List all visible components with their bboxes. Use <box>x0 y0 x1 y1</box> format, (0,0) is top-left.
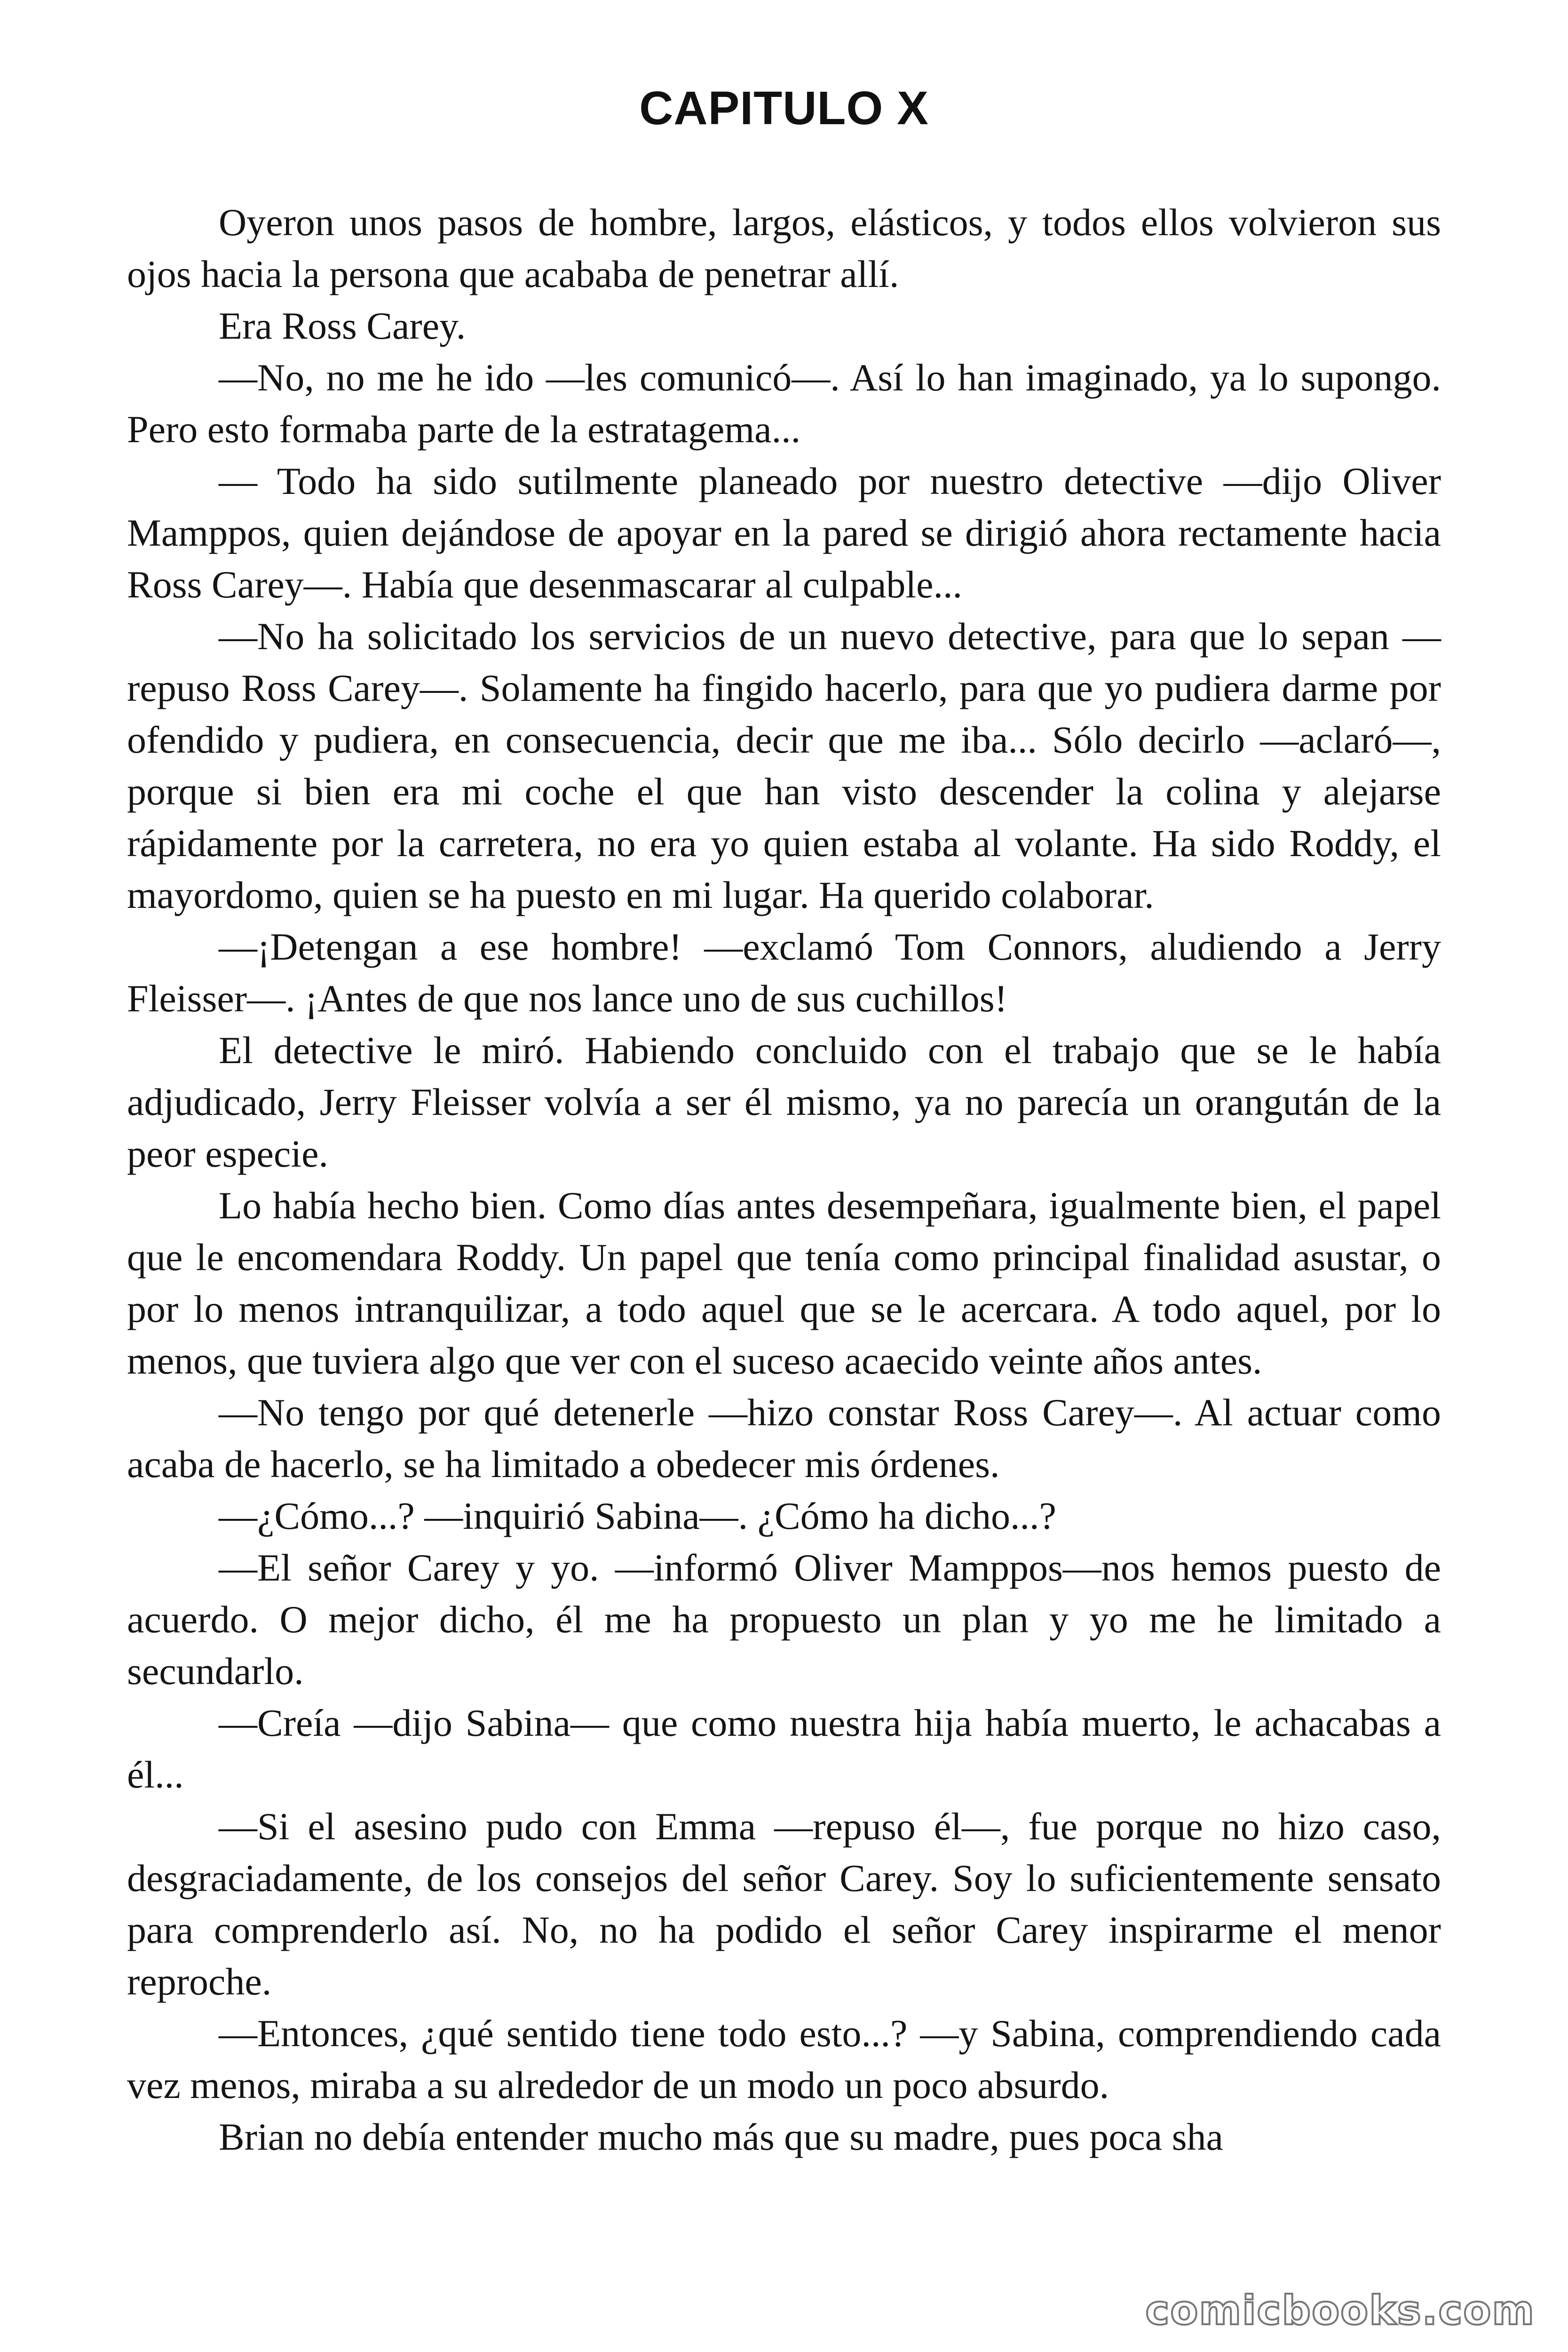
paragraph: —No ha solicitado los servicios de un nuevo detective, para que lo sepan —repuso Ross Carey—. Solamente ha fingido hacerlo, para que yo pudiera darme por ofendido y pudiera, en consecuencia, decir que me iba... Sólo decirlo —aclaró—, porque si bien era mi coche el que han visto descender la colina y alejarse rápidamente por la carretera, no era yo quien estaba al volante. Ha sido Roddy, el mayordomo, quien se ha puesto en mi lugar. Ha querido colaborar. <box>127 615 1441 916</box>
paragraph: Brian no debía entender mucho más que su madre, pues poca sha <box>219 2115 1223 2158</box>
chapter-title: CAPITULO X <box>639 82 929 135</box>
paragraph: Lo había hecho bien. Como días antes desempeñara, igualmente bien, el papel que le encomendara Roddy. Un papel que tenía como principal finalidad asustar, o por lo menos intranquilizar, a todo aquel que se le acercara. A todo aquel, por lo menos, que tuviera algo que ver con el suceso acaecido veinte años antes. <box>127 1184 1441 1382</box>
paragraph: Oyeron unos pasos de hombre, largos, elásticos, y todos ellos volvieron sus ojos hacia la persona que acababa de penetrar allí. <box>127 201 1441 295</box>
paragraph: —¿Cómo...? —inquirió Sabina—. ¿Cómo ha dicho...? <box>219 1494 1056 1537</box>
paragraph: —Entonces, ¿qué sentido tiene todo esto...? —y Sabina, comprendiendo cada vez menos, miraba a su alrededor de un modo un poco absurdo. <box>127 2012 1441 2106</box>
paragraph: —El señor Carey y yo. —informó Oliver Mamppos—nos hemos puesto de acuerdo. O mejor dicho, él me ha propuesto un plan y yo me he limitado a secundarlo. <box>127 1546 1441 1692</box>
paragraph: — Todo ha sido sutilmente planeado por nuestro detective —dijo Oliver Mamppos, quien dejándose de apoyar en la pared se dirigió ahora rectamente hacia Ross Carey—. Había que desenmascarar al culpable... <box>127 460 1441 606</box>
paragraph: Era Ross Carey. <box>219 304 466 347</box>
watermark: comicbooks.com <box>1145 2287 1535 2334</box>
paragraph: —No, no me he ido —les comunicó—. Así lo han imaginado, ya lo supongo. Pero esto formaba parte de la estratagema... <box>127 356 1441 451</box>
body-text <box>127 197 1441 2163</box>
paragraph: —No tengo por qué detenerle —hizo constar Ross Carey—. Al actuar como acaba de hacerlo, se ha limitado a obedecer mis órdenes. <box>127 1391 1441 1486</box>
paragraph: —¡Detengan a ese hombre! —exclamó Tom Connors, aludiendo a Jerry Fleisser—. ¡Antes de que nos lance uno de sus cuchillos! <box>127 925 1441 1020</box>
paragraph: —Creía —dijo Sabina— que como nuestra hija había muerto, le achacabas a él... <box>127 1701 1441 1796</box>
paragraph: El detective le miró. Habiendo concluido con el trabajo que se le había adjudicado, Jerry Fleisser volvía a ser él mismo, ya no parecía un orangután de la peor especie. <box>127 1029 1441 1175</box>
paragraph: —Si el asesino pudo con Emma —repuso él—, fue porque no hizo caso, desgraciadamente, de los consejos del señor Carey. Soy lo suficientemente sensato para comprenderlo así. No, no ha podido el señor Carey inspirarme el menor reproche. <box>127 1805 1441 2003</box>
